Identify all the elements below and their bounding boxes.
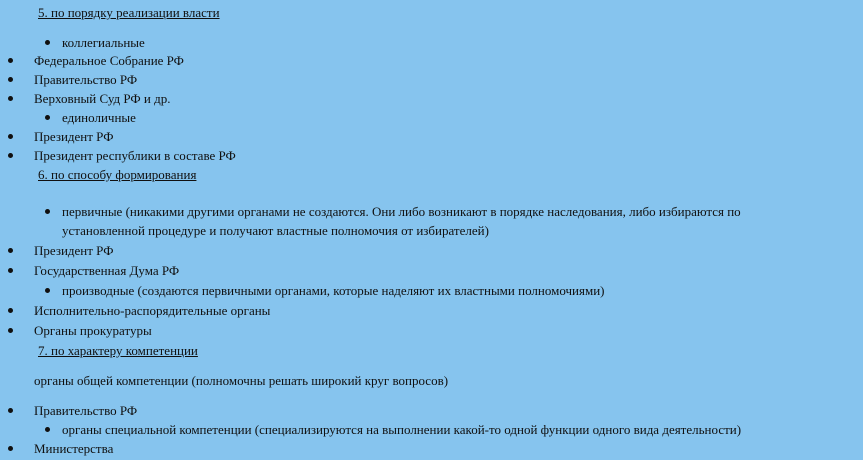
section-heading: 6. по способу формирования <box>38 167 197 182</box>
bullet-icon <box>8 77 13 82</box>
bullet-icon <box>8 268 13 273</box>
bullet-icon <box>8 248 13 253</box>
bullet-icon <box>8 58 13 63</box>
list-item-sub: производные (создаются первичными органами, которые наделяют их властными полномочиями) <box>62 283 605 298</box>
bullet-icon <box>45 209 50 214</box>
list-item: Федеральное Собрание РФ <box>34 53 184 68</box>
paragraph: органы общей компетенции (полномочны решать широкий круг вопросов) <box>34 373 449 388</box>
list-item: Президент республики в составе РФ <box>34 148 236 163</box>
bullet-icon <box>8 328 13 333</box>
list-item-sub: единоличные <box>62 110 136 125</box>
bullet-icon <box>45 288 50 293</box>
list-item: Министерства <box>34 441 114 456</box>
list-item: Правительство РФ <box>34 403 138 418</box>
bullet-icon <box>45 40 50 45</box>
bullet-icon <box>8 408 13 413</box>
bullet-icon <box>8 446 13 451</box>
list-item: Исполнительно-распорядительные органы <box>34 303 271 318</box>
list-item-sub: первичные (никакими другими органами не создаются. Они либо возникают в порядке наследования, либо избираются по <box>62 204 741 219</box>
bullet-icon <box>8 308 13 313</box>
list-item: Президент РФ <box>34 129 114 144</box>
section-heading: 5. по порядку реализации власти <box>38 5 220 20</box>
bullet-icon <box>8 153 13 158</box>
list-item: Верховный Суд РФ и др. <box>34 91 171 106</box>
list-item: Органы прокуратуры <box>34 323 152 338</box>
list-item: Государственная Дума РФ <box>34 263 180 278</box>
bullet-icon <box>8 134 13 139</box>
list-item: Президент РФ <box>34 243 114 258</box>
list-item-sub-continuation: установленной процедуре и получают властные полномочия от избирателей) <box>62 223 489 238</box>
bullet-icon <box>8 96 13 101</box>
list-item: Правительство РФ <box>34 72 138 87</box>
bullet-icon <box>45 427 50 432</box>
list-item-sub: коллегиальные <box>62 35 145 50</box>
bullet-icon <box>45 115 50 120</box>
list-item-sub: органы специальной компетенции (специализируются на выполнении какой-то одной функции одного вида деятельности) <box>62 422 742 437</box>
section-heading: 7. по характеру компетенции <box>38 343 198 358</box>
